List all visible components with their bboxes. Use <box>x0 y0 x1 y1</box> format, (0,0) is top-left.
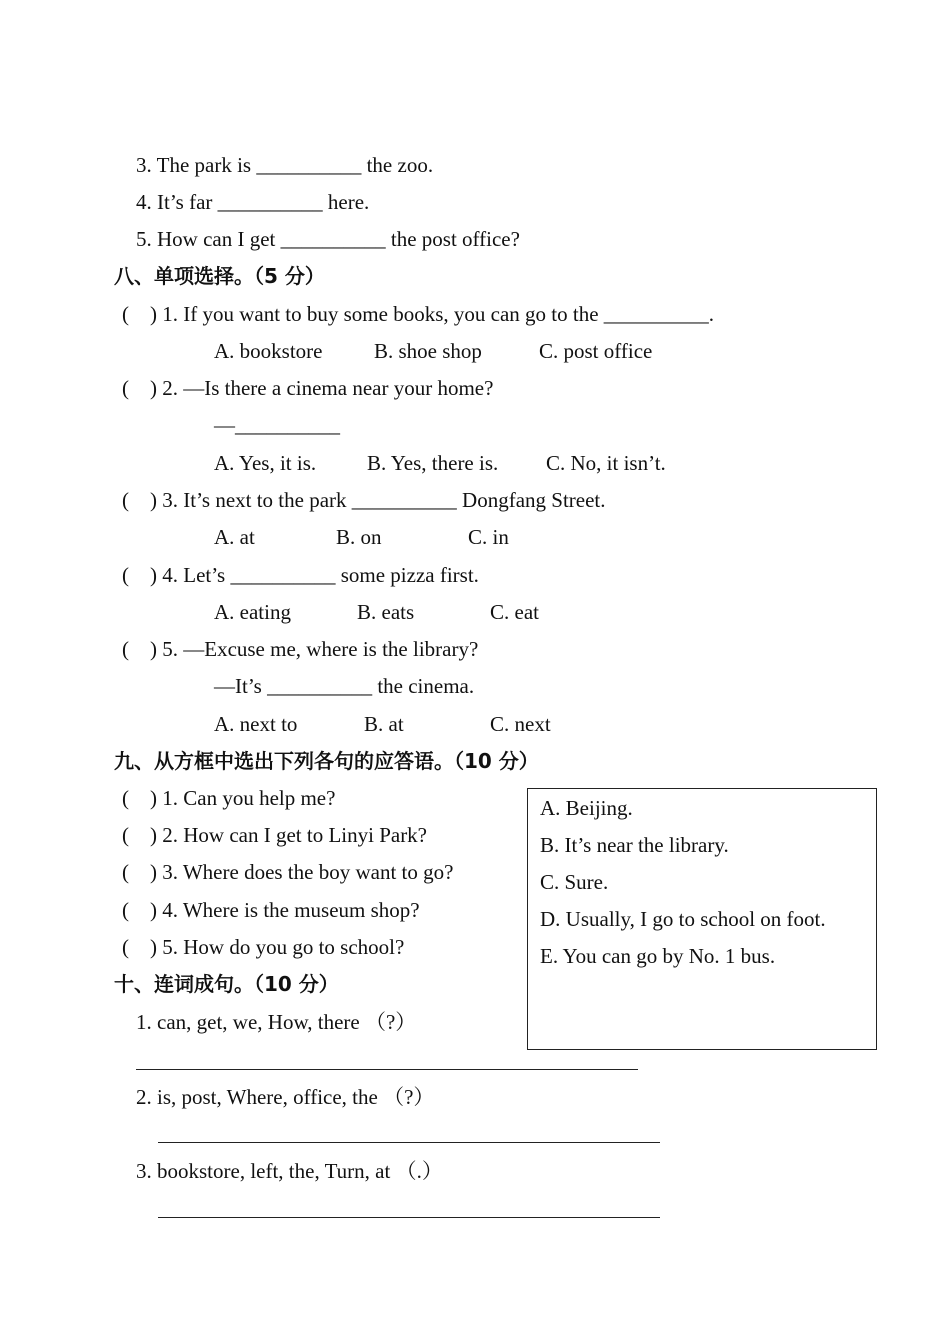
choice-4-option-a: A. eating <box>214 600 291 624</box>
choice-question-2: ( ) 2. —Is there a cinema near your home? <box>122 376 494 400</box>
choice-2-response: —__________ <box>214 413 340 437</box>
choice-5-option-c: C. next <box>490 712 551 736</box>
choice-question-5: ( ) 5. —Excuse me, where is the library? <box>122 637 479 661</box>
choice-1-option-a: A. bookstore <box>214 339 323 363</box>
box-option-b: B. It’s near the library. <box>540 833 729 857</box>
choice-4-option-b: B. eats <box>357 600 415 624</box>
section-8-title: 八、单项选择。（5 分） <box>114 264 325 288</box>
box-option-e: E. You can go by No. 1 bus. <box>540 944 776 968</box>
choice-2-option-c: C. No, it isn’t. <box>546 451 666 475</box>
choice-1-option-b: B. shoe shop <box>374 339 482 363</box>
choice-5-response: —It’s __________ the cinema. <box>214 674 475 698</box>
word-order-item-1: 1. can, get, we, How, there （?） <box>136 1010 417 1034</box>
word-order-item-3: 3. bookstore, left, the, Turn, at （.） <box>136 1159 443 1183</box>
choice-5-option-a: A. next to <box>214 712 298 736</box>
choice-question-4: ( ) 4. Let’s __________ some pizza first. <box>122 563 479 587</box>
match-question-2: ( ) 2. How can I get to Linyi Park? <box>122 823 428 847</box>
fill-in-item-3: 3. The park is __________ the zoo. <box>136 153 434 177</box>
choice-1-option-c: C. post office <box>539 339 653 363</box>
box-option-d: D. Usually, I go to school on foot. <box>540 907 826 931</box>
choice-3-option-c: C. in <box>468 525 509 549</box>
box-option-c: C. Sure. <box>540 870 609 894</box>
section-10-title: 十、连词成句。（10 分） <box>114 972 339 996</box>
choice-2-option-a: A. Yes, it is. <box>214 451 317 475</box>
choice-3-option-a: A. at <box>214 525 255 549</box>
answer-line-3[interactable] <box>158 1217 660 1218</box>
choice-question-1: ( ) 1. If you want to buy some books, you can go to the __________. <box>122 302 715 326</box>
fill-in-item-5: 5. How can I get __________ the post office? <box>136 227 520 251</box>
fill-in-item-4: 4. It’s far __________ here. <box>136 190 370 214</box>
match-question-5: ( ) 5. How do you go to school? <box>122 935 405 959</box>
choice-4-option-c: C. eat <box>490 600 539 624</box>
word-order-item-2: 2. is, post, Where, office, the （?） <box>136 1085 435 1109</box>
choice-2-option-b: B. Yes, there is. <box>367 451 499 475</box>
answer-line-1[interactable] <box>136 1069 638 1070</box>
section-9-title: 九、从方框中选出下列各句的应答语。（10 分） <box>114 749 539 773</box>
match-question-3: ( ) 3. Where does the boy want to go? <box>122 860 454 884</box>
match-question-4: ( ) 4. Where is the museum shop? <box>122 898 420 922</box>
answer-options-box <box>527 788 877 1050</box>
answer-line-2[interactable] <box>158 1142 660 1143</box>
match-question-1: ( ) 1. Can you help me? <box>122 786 336 810</box>
box-option-a: A. Beijing. <box>540 796 633 820</box>
choice-5-option-b: B. at <box>364 712 404 736</box>
choice-question-3: ( ) 3. It’s next to the park __________ Dongfang Street. <box>122 488 606 512</box>
choice-3-option-b: B. on <box>336 525 382 549</box>
